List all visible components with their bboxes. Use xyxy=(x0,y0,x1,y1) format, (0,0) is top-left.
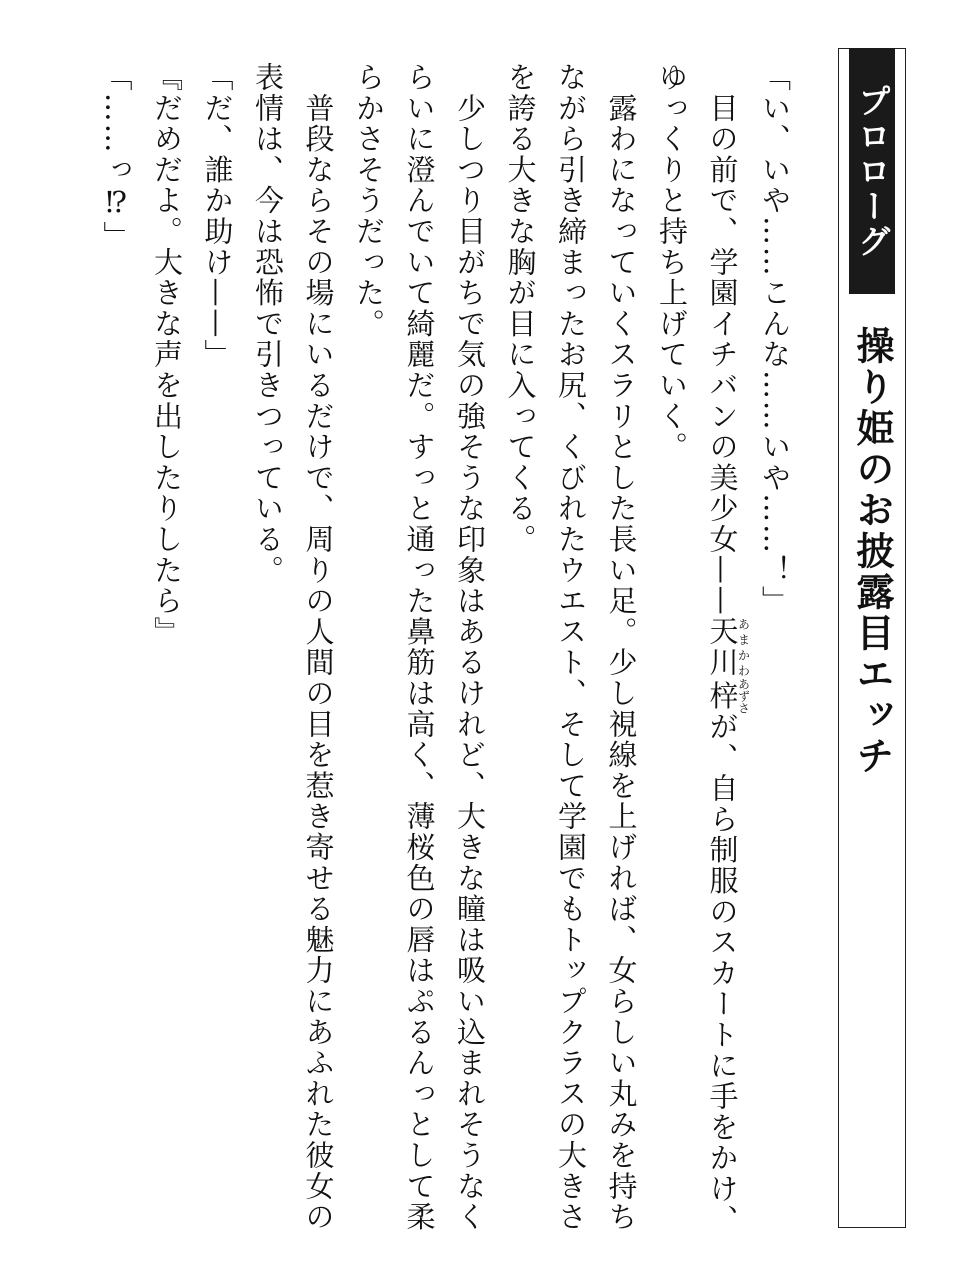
narration-text: が、自ら制服のスカートに手をかけ、ゆっくりと持ち上げていく。 xyxy=(655,62,740,1236)
paragraph-3 xyxy=(495,62,647,1242)
paragraph-5 xyxy=(243,62,344,1242)
character-name: 天川あまかわ xyxy=(705,616,751,679)
dialogue-line: 「い、いや……こんな……いや……！」 xyxy=(758,62,792,617)
chapter-label: プロローグ xyxy=(849,48,895,294)
paragraph-4 xyxy=(344,62,496,1242)
chapter-title: 操り姫のお披露目エッチ xyxy=(850,326,894,777)
narration-text: 少しつり目がちで気の強そうな印象はあるけれど、大きな瞳は吸い込まれそうなくらいに澄んでいて綺麗だ。すっと通った鼻筋は高く、薄桜色の唇はぷるんっとして柔らかさそうだった。 xyxy=(352,62,487,1233)
paragraph-1 xyxy=(750,62,801,1242)
narration-text: 露わになっていくスラリとした長い足。少し視線を上げれば、女らしい丸みを持ちながら引き締まったお尻、くびれたウエスト、そして学園でもトップクラスの大きさを誇る大きな胸が目に入ってくる。 xyxy=(503,62,639,1233)
paragraph-8 xyxy=(100,62,142,1242)
narration-text: 普段ならその場にいるだけで、周りの人間の目を惹き寄せる魅力にあふれた彼女の表情は、今は恐怖で引きつっている。 xyxy=(251,62,336,1233)
body-text xyxy=(100,62,800,1242)
dialogue-line: 「……っ⁉」 xyxy=(100,62,134,252)
paragraph-7 xyxy=(142,62,193,1242)
character-name-given: 梓あずさ xyxy=(705,678,751,715)
dialogue-line: 「だ、誰か助け——」 xyxy=(200,62,235,370)
paragraph-2 xyxy=(647,62,750,1242)
paragraph-6 xyxy=(192,62,243,1242)
narration-text: 目の前で、学園イチバンの美少女—— xyxy=(705,92,740,617)
dialogue-line: 『だめだよ。大きな声を出したりしたら』 xyxy=(150,62,184,648)
